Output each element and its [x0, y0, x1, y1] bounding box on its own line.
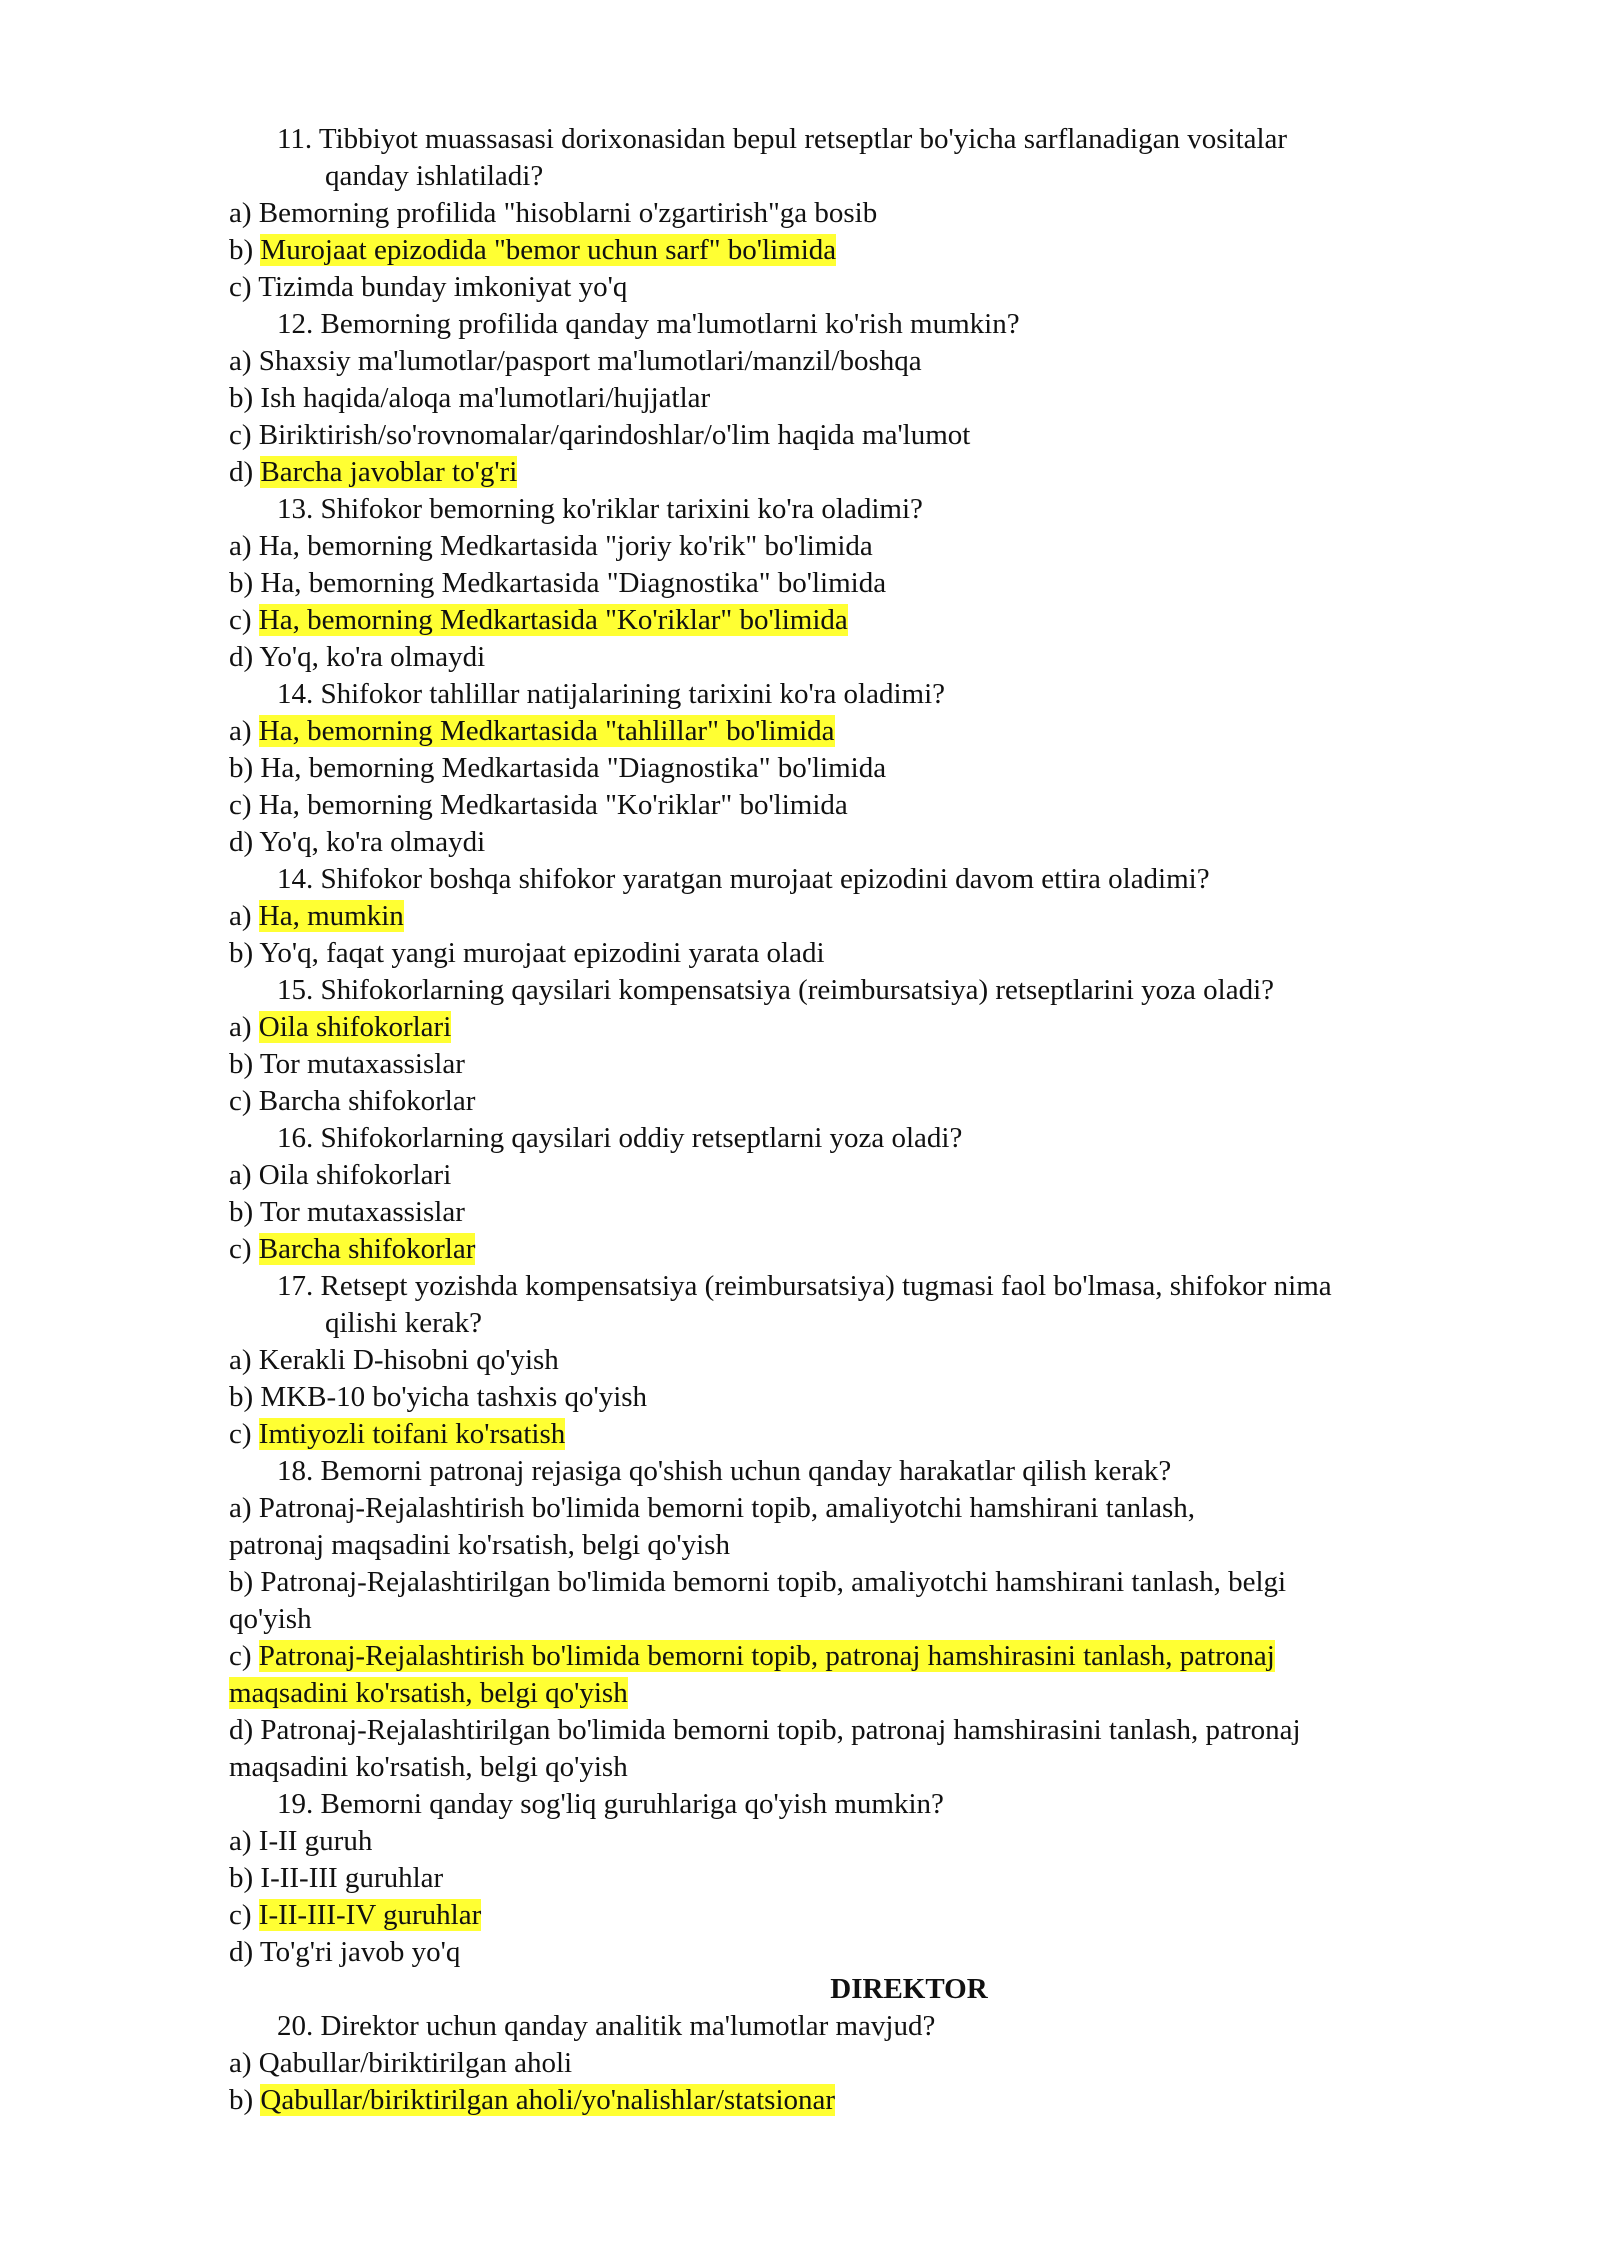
answer-option — [229, 1934, 1489, 1971]
option-text: I-II-III-IV guruhlar — [258, 1899, 482, 1931]
answer-option-correct — [229, 1897, 1489, 1934]
option-text: Patronaj-Rejalashtirish bo'limida bemorni topib, patronaj hamshirasini tanlash, patronaj — [258, 1640, 1275, 1672]
question-text: 12. Bemorning profilida qanday ma'lumotlarni ko'rish mumkin? — [277, 308, 1020, 340]
option-prefix: a) — [229, 715, 259, 747]
option-prefix: a) — [229, 1011, 259, 1043]
answer-option-correct — [229, 713, 1489, 750]
answer-option-correct — [229, 602, 1489, 639]
option-prefix: a) — [229, 197, 259, 229]
option-prefix: c) — [229, 1233, 259, 1265]
question — [229, 1268, 1489, 1342]
answer-option — [229, 528, 1489, 565]
answer-option — [229, 787, 1489, 824]
answer-option — [229, 343, 1489, 380]
question — [229, 2008, 1489, 2045]
option-prefix: a) — [229, 900, 259, 932]
option-text: Imtiyozli toifani ko'rsatish — [258, 1418, 566, 1450]
answer-option-correct — [229, 898, 1489, 935]
option-text: Kerakli D-hisobni qo'yish — [258, 1344, 559, 1376]
question-text: 20. Direktor uchun qanday analitik ma'lumotlar mavjud? — [277, 2010, 936, 2042]
question — [229, 1453, 1489, 1490]
question — [229, 1120, 1489, 1157]
answer-option-correct — [229, 232, 1489, 269]
answer-option — [229, 2045, 1489, 2082]
option-prefix: d) — [229, 1714, 261, 1746]
question-text: 11. Tibbiyot muassasasi dorixonasidan bepul retseptlar bo'yicha sarflanadigan vositalar — [277, 123, 1288, 155]
question — [229, 306, 1489, 343]
option-prefix: a) — [229, 530, 259, 562]
question-text: 18. Bemorni patronaj rejasiga qo'shish uchun qanday harakatlar qilish kerak? — [277, 1455, 1172, 1487]
answer-option — [229, 639, 1489, 676]
option-prefix: b) — [229, 1862, 261, 1894]
option-prefix: b) — [229, 382, 261, 414]
option-prefix: d) — [229, 641, 260, 673]
option-prefix: c) — [229, 604, 259, 636]
answer-option-correct — [229, 1231, 1489, 1268]
answer-option-correct — [229, 1416, 1489, 1453]
option-text: Ha, bemorning Medkartasida "Ko'riklar" bo'limida — [258, 789, 848, 821]
option-text: Qabullar/biriktirilgan aholi/yo'nalishlar/statsionar — [260, 2084, 836, 2116]
option-text: Ha, bemorning Medkartasida "Diagnostika" bo'limida — [260, 567, 887, 599]
option-text: Patronaj-Rejalashtirilgan bo'limida bemorni topib, amaliyotchi hamshirani tanlash, belgi — [260, 1566, 1287, 1598]
answer-option — [229, 1490, 1489, 1564]
question — [229, 491, 1489, 528]
option-prefix: b) — [229, 1048, 260, 1080]
answer-option — [229, 824, 1489, 861]
answer-option — [229, 1046, 1489, 1083]
option-text: Ish haqida/aloqa ma'lumotlari/hujjatlar — [260, 382, 711, 414]
option-text: Barcha javoblar to'g'ri — [260, 456, 518, 488]
option-text: Patronaj-Rejalashtirish bo'limida bemorni topib, amaliyotchi hamshirani tanlash, — [258, 1492, 1196, 1524]
option-prefix: c) — [229, 1418, 259, 1450]
option-text: Ha, mumkin — [258, 900, 404, 932]
option-text: Ha, bemorning Medkartasida "tahlillar" bo'limida — [258, 715, 835, 747]
answer-option — [229, 1157, 1489, 1194]
answer-option-correct — [229, 2082, 1489, 2119]
option-text: Patronaj-Rejalashtirilgan bo'limida bemorni topib, patronaj hamshirasini tanlash, patronaj — [260, 1714, 1301, 1746]
option-text: I-II guruh — [258, 1825, 373, 1857]
option-prefix: c) — [229, 1899, 259, 1931]
answer-option-correct — [229, 1638, 1489, 1712]
answer-option-correct — [229, 454, 1489, 491]
option-text: I-II-III guruhlar — [260, 1862, 444, 1894]
answer-option — [229, 1712, 1489, 1786]
option-text: Bemorning profilida "hisoblarni o'zgartirish"ga bosib — [258, 197, 878, 229]
answer-option — [229, 750, 1489, 787]
option-text: Tor mutaxassislar — [259, 1196, 465, 1228]
option-prefix: b) — [229, 1566, 261, 1598]
answer-option — [229, 1860, 1489, 1897]
option-text: Biriktirish/so'rovnomalar/qarindoshlar/o'lim haqida ma'lumot — [258, 419, 971, 451]
option-text-continued: maqsadini ko'rsatish, belgi qo'yish — [229, 1677, 628, 1709]
answer-option — [229, 269, 1489, 306]
option-text: Oila shifokorlari — [258, 1011, 452, 1043]
option-text: Ha, bemorning Medkartasida "joriy ko'rik" bo'limida — [258, 530, 873, 562]
option-text: Qabullar/biriktirilgan aholi — [258, 2047, 573, 2079]
question — [229, 676, 1489, 713]
question-text-continued: qanday ishlatiladi? — [325, 160, 544, 192]
option-prefix: d) — [229, 826, 260, 858]
option-prefix: b) — [229, 1381, 261, 1413]
section-heading: DIREKTOR — [830, 1973, 988, 2005]
option-text-continued: maqsadini ko'rsatish, belgi qo'yish — [229, 1751, 628, 1783]
question — [229, 861, 1489, 898]
question-text: 17. Retsept yozishda kompensatsiya (reimbursatsiya) tugmasi faol bo'lmasa, shifokor nima — [277, 1270, 1332, 1302]
option-text-continued: patronaj maqsadini ko'rsatish, belgi qo'yish — [229, 1529, 730, 1561]
option-prefix: a) — [229, 345, 259, 377]
option-text: Shaxsiy ma'lumotlar/pasport ma'lumotlari/manzil/boshqa — [258, 345, 922, 377]
option-prefix: a) — [229, 2047, 259, 2079]
question-text: 15. Shifokorlarning qaysilari kompensatsiya (reimbursatsiya) retseptlarini yoza oladi? — [277, 974, 1275, 1006]
option-prefix: d) — [229, 1936, 260, 1968]
option-prefix: c) — [229, 419, 259, 451]
option-text: Ha, bemorning Medkartasida "Ko'riklar" bo'limida — [258, 604, 848, 636]
option-text: Tor mutaxassislar — [259, 1048, 465, 1080]
option-text: Tizimda bunday imkoniyat yo'q — [258, 271, 628, 303]
question — [229, 972, 1489, 1009]
option-text: Barcha shifokorlar — [258, 1085, 476, 1117]
option-prefix: b) — [229, 752, 261, 784]
answer-option — [229, 1823, 1489, 1860]
option-text: Yo'q, faqat yangi murojaat epizodini yarata oladi — [259, 937, 825, 969]
answer-option — [229, 1342, 1489, 1379]
question — [229, 1786, 1489, 1823]
option-prefix: d) — [229, 456, 261, 488]
option-prefix: c) — [229, 789, 259, 821]
option-prefix: c) — [229, 1640, 259, 1672]
answer-option — [229, 1194, 1489, 1231]
option-text: To'g'ri javob yo'q — [259, 1936, 461, 1968]
option-prefix: b) — [229, 937, 260, 969]
answer-option — [229, 417, 1489, 454]
option-prefix: b) — [229, 1196, 260, 1228]
question-text: 16. Shifokorlarning qaysilari oddiy retseptlarni yoza oladi? — [277, 1122, 963, 1154]
option-text: Yo'q, ko'ra olmaydi — [259, 826, 486, 858]
answer-option — [229, 565, 1489, 602]
question-text-continued: qilishi kerak? — [325, 1307, 483, 1339]
option-prefix: c) — [229, 271, 259, 303]
option-text: Yo'q, ko'ra olmaydi — [259, 641, 486, 673]
answer-option — [229, 1379, 1489, 1416]
option-prefix: a) — [229, 1344, 259, 1376]
answer-option — [229, 1564, 1489, 1638]
answer-option — [229, 935, 1489, 972]
option-prefix: b) — [229, 2084, 261, 2116]
option-text: Barcha shifokorlar — [258, 1233, 476, 1265]
option-text: MKB-10 bo'yicha tashxis qo'yish — [260, 1381, 648, 1413]
option-text: Oila shifokorlari — [258, 1159, 452, 1191]
answer-option-correct — [229, 1009, 1489, 1046]
option-text: Ha, bemorning Medkartasida "Diagnostika" bo'limida — [260, 752, 887, 784]
answer-option — [229, 1083, 1489, 1120]
option-prefix: b) — [229, 234, 261, 266]
question — [229, 121, 1489, 195]
option-prefix: c) — [229, 1085, 259, 1117]
option-text: Murojaat epizodida "bemor uchun sarf" bo'limida — [260, 234, 837, 266]
option-prefix: a) — [229, 1825, 259, 1857]
question-text: 19. Bemorni qanday sog'liq guruhlariga qo'yish mumkin? — [277, 1788, 944, 1820]
option-prefix: a) — [229, 1159, 259, 1191]
question-text: 14. Shifokor tahlillar natijalarining tarixini ko'ra oladimi? — [277, 678, 946, 710]
option-text-continued: qo'yish — [229, 1603, 312, 1635]
question-text: 14. Shifokor boshqa shifokor yaratgan murojaat epizodini davom ettira oladimi? — [277, 863, 1210, 895]
answer-option — [229, 195, 1489, 232]
question-text: 13. Shifokor bemorning ko'riklar tarixini ko'ra oladimi? — [277, 493, 923, 525]
document-body — [229, 121, 1489, 2119]
option-prefix: b) — [229, 567, 261, 599]
answer-option — [229, 380, 1489, 417]
option-prefix: a) — [229, 1492, 259, 1524]
